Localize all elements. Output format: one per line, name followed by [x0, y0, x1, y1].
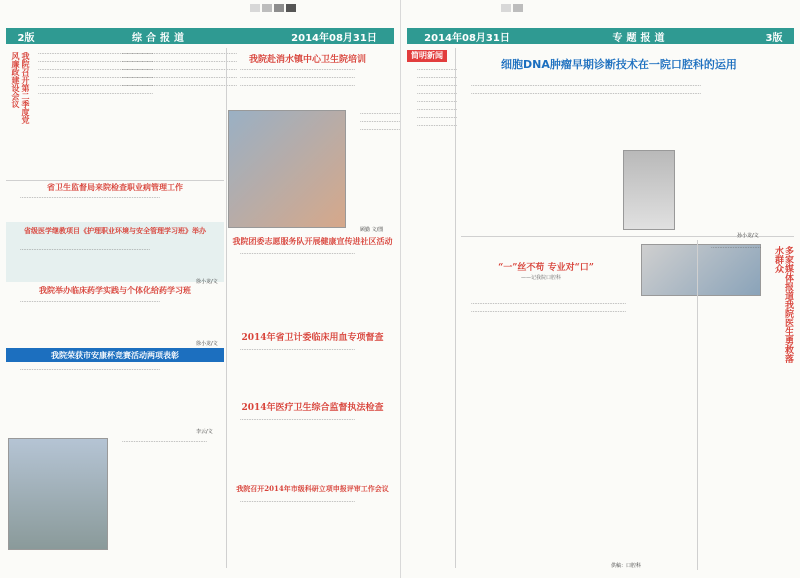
page-date: 2014年08月31日: [291, 32, 377, 44]
column-divider: [697, 240, 698, 570]
page-number: 2版: [17, 32, 35, 44]
article-body: ……………………………………………………………: [240, 416, 355, 422]
article-body: …………………………………………………………… …………………………………………………………… ……………………………………………………………: [240, 66, 355, 88]
column-name: 综合报道: [132, 32, 188, 44]
byline: 徐小龙/文: [196, 341, 218, 347]
article-body: …………………………………………………………… …………………………………………………………… …………………………………………………………… …………………………………………………………… …………………………………………………………… ……………………………………………………………: [38, 50, 153, 96]
article-body: …………………………………………………………………………: [20, 366, 160, 372]
article-body: ……………………………………………………………: [240, 498, 355, 504]
article-body: ……………………………………………: [122, 438, 207, 444]
article-body: …………………………………………………………………………: [20, 298, 160, 304]
article-body: ……………………………………………………………: [240, 346, 355, 352]
registration-marks: [0, 0, 400, 22]
story-title: 省卫生监督局来院检查职业病管理工作: [47, 182, 183, 192]
article-body: ………………………………………………………………………………………………………………………… …………………………………………………………………………………………………………………………: [471, 82, 701, 96]
page-header: [6, 28, 394, 44]
byline: 徐小龙/文: [196, 279, 218, 285]
quote-title: “一”丝不苟 专业对“口”: [498, 263, 594, 273]
story-title: 我院荣获市安康杯竞赛活动两项表彰: [51, 350, 179, 360]
feature-title: 细胞DNA肿瘤早期诊断技术在一院口腔科的运用: [501, 58, 737, 71]
dna-image: [623, 150, 675, 230]
section-header: 简明新闻: [407, 50, 447, 62]
column-divider: [455, 48, 456, 568]
left-page: [0, 0, 400, 578]
vertical-headline: 我院召开第二季度党风廉政建设会议: [11, 52, 30, 124]
article-body: …………………… …………………… ……………………: [360, 110, 400, 132]
story-title: 我院召开2014年市级科研立项申报评审工作会议: [236, 484, 389, 493]
story-title: 2014年医疗卫生综合监督执法检查: [241, 403, 384, 413]
side-vertical-title: 多家媒体报道我院医生勇救落水群众: [773, 246, 793, 363]
byline: 顾勤 文/图: [360, 227, 384, 233]
registration-marks: [401, 0, 801, 22]
article-body: …………………………………………………………… …………………………………………………………… …………………………………………………………… …………………………………………………………… ……………………………………………………………: [122, 50, 237, 88]
divider: [6, 180, 224, 181]
article-body: ……………………………………………………………: [240, 250, 355, 256]
byline: 孙小龙/文: [737, 233, 759, 239]
article-body: …………………………………………………………………………: [20, 194, 160, 200]
page-header: [407, 28, 794, 44]
page-date: 2014年08月31日: [424, 32, 510, 44]
column-divider: [226, 48, 227, 568]
story-title: 2014年省卫计委临床用血专项督查: [241, 333, 384, 343]
brief-news-column: …………………… …………………… …………………… …………………… …………………… …………………… …………………… ……………………: [417, 66, 457, 128]
event-photo: [8, 438, 108, 550]
story-title: 我院团委志愿服务队开展健康宣传进社区活动: [232, 236, 393, 246]
page-number: 3版: [765, 32, 783, 44]
article-body: …………………………: [711, 244, 761, 250]
right-page: [400, 0, 800, 578]
story-title: 我院赴消水镇中心卫生院培训: [248, 55, 366, 65]
article-body: ………………………………………………………………………………… …………………………………………………………………………………: [471, 300, 626, 314]
article-body: ……………………………………………………………………: [20, 246, 150, 252]
story-title: 省级医学继教项目《护理职业环境与安全管理学习班》举办: [24, 226, 206, 235]
training-photo: [228, 110, 346, 228]
byline: 李云/文: [196, 429, 213, 435]
column-name: 专题报道: [612, 32, 669, 44]
story-title: 我院举办临床药学实践与个体化给药学习班: [39, 285, 191, 295]
quote-subtitle: ——记我院口腔科: [521, 275, 562, 281]
byline: 供稿：口腔科: [611, 563, 642, 569]
